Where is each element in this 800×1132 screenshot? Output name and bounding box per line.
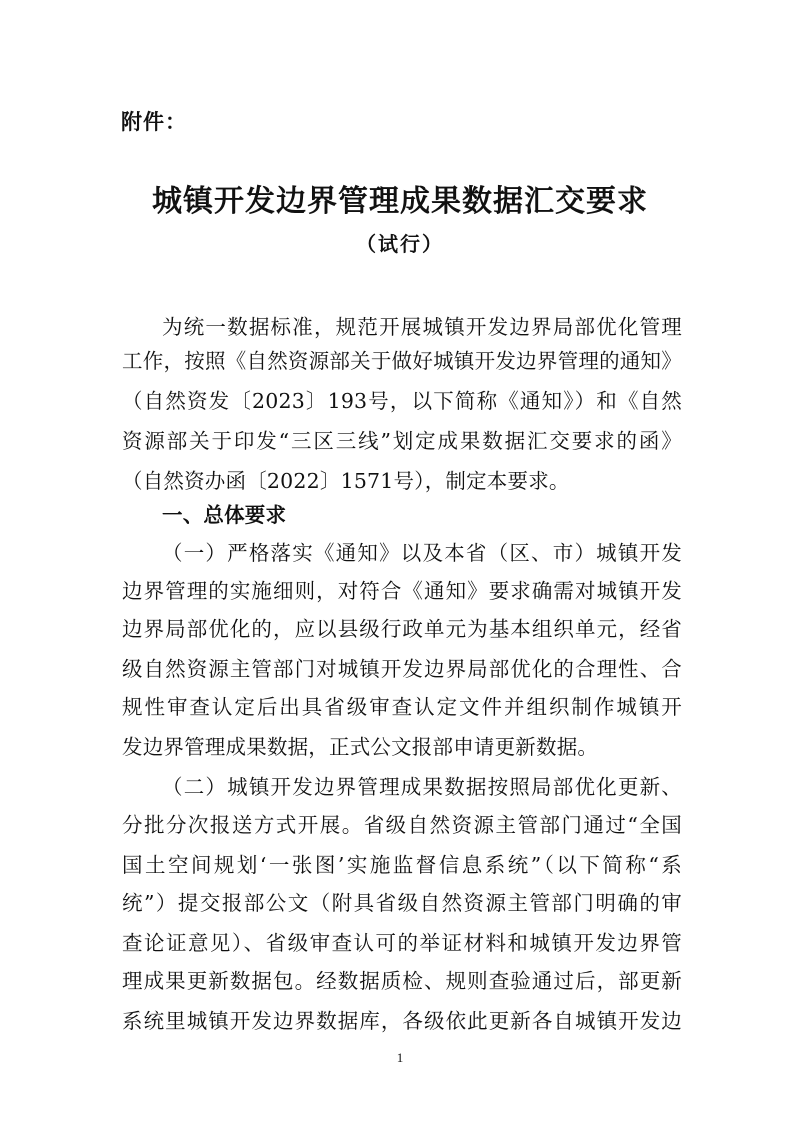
- attachment-label: 附件：: [121, 110, 187, 134]
- page-number: 1: [396, 1050, 404, 1065]
- section-heading: 一、总体要求: [162, 503, 287, 527]
- paragraph-line: 级自然资源主管部门对城镇开发边界局部优化的合理性、合: [122, 657, 682, 681]
- paragraph-line: 统”）提交报部公文（附具省级自然资源主管部门明确的审: [122, 891, 682, 915]
- paragraph-line: 国土空间规划‘一张图’实施监督信息系统”（以下简称“系: [122, 853, 682, 877]
- paragraph-line: 系统里城镇开发边界数据库，各级依此更新各自城镇开发边: [122, 1009, 682, 1033]
- intro-line: 为统一数据标准，规范开展城镇开发边界局部优化管理: [162, 315, 682, 339]
- paragraph-line: 边界管理的实施细则，对符合《通知》要求确需对城镇开发: [122, 579, 682, 603]
- intro-line: （自然资办函〔2022〕1571号），制定本要求。: [122, 469, 570, 493]
- intro-line: （自然资发〔2023〕193号，以下简称《通知》）和《自然: [122, 389, 682, 413]
- paragraph-line: 查论证意见）、省级审查认可的举证材料和城镇开发边界管: [122, 931, 682, 955]
- paragraph-line: 发边界管理成果数据，正式公文报部申请更新数据。: [122, 735, 599, 759]
- paragraph-line: （一）严格落实《通知》以及本省（区、市）城镇开发: [162, 541, 682, 565]
- paragraph-line: 理成果更新数据包。经数据质检、规则查验通过后，部更新: [122, 969, 682, 993]
- paragraph-line: 规性审查认定后出具省级审查认定文件并组织制作城镇开: [122, 695, 682, 719]
- paragraph-line: （二）城镇开发边界管理成果数据按照局部优化更新、: [162, 775, 682, 799]
- intro-line: 工作，按照《自然资源部关于做好城镇开发边界管理的通知》: [122, 349, 682, 373]
- intro-line: 资源部关于印发“三区三线”划定成果数据汇交要求的函》: [122, 429, 682, 453]
- document-title: 城镇开发边界管理成果数据汇交要求: [152, 184, 648, 219]
- document-subtitle: （试行）: [356, 232, 444, 256]
- paragraph-line: 分批分次报送方式开展。省级自然资源主管部门通过“全国: [122, 813, 682, 837]
- paragraph-line: 边界局部优化的，应以县级行政单元为基本组织单元，经省: [122, 617, 682, 641]
